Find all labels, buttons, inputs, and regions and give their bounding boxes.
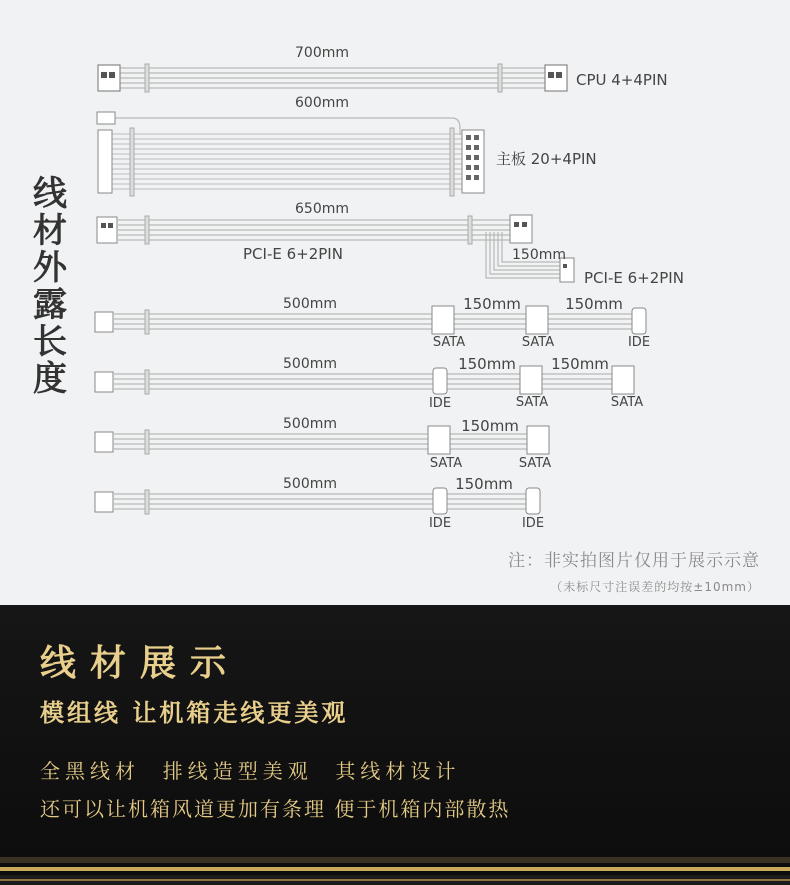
tolerance-note: （未标尺寸注误差的均按±10mm） <box>550 580 760 594</box>
cable-pcie-branch-label: PCI-E 6+2PIN <box>584 269 684 287</box>
side-title-char: 露 <box>33 285 67 325</box>
banner-text-line2: 还可以让机箱风道更加有条理 便于机箱内部散热 <box>40 797 511 821</box>
decorative-stripes <box>0 845 790 885</box>
side-title <box>30 176 70 398</box>
side-title-char: 外 <box>33 248 67 288</box>
banner-text-line1: 全黑线材 排线造型美观 其线材设计 <box>40 759 461 783</box>
cable-row4-conn3: IDE <box>627 335 651 350</box>
cable-pcie-length: 650mm <box>295 201 349 217</box>
cable-row6-length: 500mm <box>283 416 337 432</box>
cable-sata-sata-ide <box>95 295 650 350</box>
cable-sata-sata <box>95 416 551 471</box>
cable-row4-seg2: 150mm <box>565 295 623 313</box>
cable-row6-conn2: SATA <box>518 456 552 471</box>
cable-showcase-banner <box>0 605 790 885</box>
cable-motherboard-label: 主板 20+4PIN <box>496 150 597 168</box>
side-title-char: 长 <box>33 322 67 362</box>
cable-motherboard <box>97 95 597 196</box>
cable-row6-seg1: 150mm <box>461 417 519 435</box>
cable-motherboard-length: 600mm <box>295 95 349 111</box>
cable-cpu-label: CPU 4+4PIN <box>576 71 668 89</box>
cable-row5-conn1: IDE <box>428 396 452 411</box>
cable-row4-length: 500mm <box>283 296 337 312</box>
cable-row5-conn2: SATA <box>515 395 549 410</box>
cable-row4-conn1: SATA <box>432 335 466 350</box>
side-title-char: 线 <box>33 174 67 214</box>
cable-row6-conn1: SATA <box>429 456 463 471</box>
side-title-char: 材 <box>33 211 67 251</box>
cable-ide-sata-sata <box>95 355 643 411</box>
cable-pcie-branch-length: 150mm <box>512 247 566 263</box>
side-title-char: 度 <box>33 359 67 399</box>
cable-row5-length: 500mm <box>283 356 337 372</box>
cable-pcie-label: PCI-E 6+2PIN <box>243 245 343 263</box>
cable-row4-seg1: 150mm <box>463 295 521 313</box>
cable-pcie <box>97 201 684 287</box>
cable-row5-seg2: 150mm <box>551 355 609 373</box>
cable-cpu <box>98 45 668 92</box>
cable-row7-seg1: 150mm <box>455 475 513 493</box>
cable-row7-conn1: IDE <box>428 516 452 531</box>
disclaimer-note: 注：非实拍图片仅用于展示示意 <box>508 551 760 571</box>
banner-subtitle: 模组线 让机箱走线更美观 <box>40 699 349 727</box>
cable-ide-ide <box>95 475 544 531</box>
cable-cpu-length: 700mm <box>295 45 349 61</box>
cable-row7-conn2: IDE <box>521 516 545 531</box>
cable-row5-seg1: 150mm <box>458 355 516 373</box>
banner-title: 线材展示 <box>40 643 241 684</box>
cable-row4-conn2: SATA <box>521 335 555 350</box>
cable-row7-length: 500mm <box>283 476 337 492</box>
cable-row5-conn3: SATA <box>610 395 644 410</box>
